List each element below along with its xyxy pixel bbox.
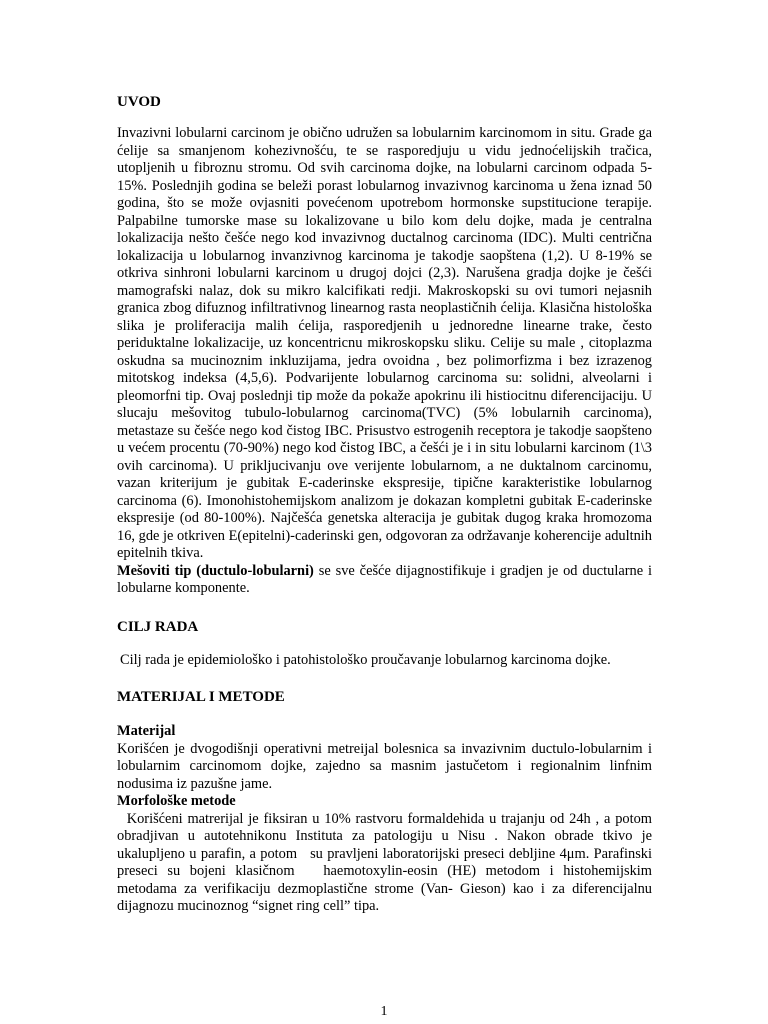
- heading-uvod: UVOD: [117, 94, 161, 110]
- paragraph-mixed-type: [117, 563, 652, 598]
- paragraph-cilj-rada: Cilj rada je epidemiološko i patohistološko proučavanje lobularnog karcinoma dojke.: [120, 651, 611, 668]
- paragraph-materijal: Korišćen je dvogodišnji operativni metreijal bolesnica sa invazivnim ductulo-lobularnim i lobularnim carcinomom dojke, zajedno sa masnim jastučetom i regionalnim linfnim nodusima iz pazušne jame.: [117, 740, 652, 792]
- subheading-morfoloske-metode: Morfološke metode: [117, 793, 236, 809]
- paragraph-uvod: Invazivni lobularni carcinom je obično udružen sa lobularnim karcinomom in situ. Grade ga ćelije sa smanjenom kohezivnošću, te se rasporedjuju u vidu jednoćelijskih tračica, utopljenih u fibroznu stromu. Od svih carcinoma dojke, na lobularni carcinom odpada 5-15%. Poslednjih godina se beleži porast lobularnog invazivnog karcinoma u žena iznad 50 godina, što se može ovjasniti povećenom upotrebom hormonske supstitucione terapije. Palpabilne tumorske mase su lokalizovane u bilo kom delu dojke, mada je centralna lokalizacija nešto češće nego kod invazivnog ductalnog carcinoma (IDC). Multi centrična lokalizacija u lobularnog invanzivnog karcinoma je takodje saopštena (1,2). U 8-19% se otkriva sinhroni lobularni karcinom u drugoj dojci (2,3). Narušena gradja dojke je češći mamografski nalaz, dok su mikro kalcifikati redji. Makroskopski su ovi tumori nejasnih granica zbog difuznog infiltrativnog linearnog rasta neoplastičnih ćelija. Klasična histološka slika je proliferacija malih ćelija, rasporedjenih u jednoredne linearne trake, često periduktalne lokalizacije, uz koncentricnu mikroskopsku sliku. Celije su male , citoplazma oskudna sa mucinoznim inkluzijama, jedra ovoidna , bez polimorfizma i bez izrazenog mitotskog indeksa (4,5,6). Podvarijente lobularnog carcinoma su: solidni, alveolarni i pleomorfni tip. Ovaj poslednji tip može da pokaže apokrinu ili histiocitnu diferencijaciju. U slucaju mešovitog tubulo-lobularnog carcinoma(TVC) (5% lobularnih carcinoma), metastaze su češće nego kod čistog IBC. Prisustvo estrogenih receptora je takodje saopšteno u većem procentu (70-90%) nego kod čistog IBC, a češći je i in situ lobularni karcinom (1\3 ovih carcinoma). U prikljucivanju ove verijente lobularnom, a ne duktalnom carcinomu, vazan kriterijum je gubitak E-caderinske ekspresije, tipične karakteristike lobularnog carcinoma (6). Imonohistohemijskom analizom je dokazan kompletni gubitak E-caderinske ekspresije (od 80-100%). Najčešća genetska alteracija je gubitak dugog kraka hromozoma 16, gde je otkriven E(epitelni)-caderinski gen, odgovoran za održavanje koherencije adultnih epitelnih tkiva.: [117, 125, 652, 561]
- page-number: 1: [380, 1004, 388, 1019]
- subheading-materijal: Materijal: [117, 723, 176, 739]
- mixed-type-term: Mešoviti tip (ductulo-lobularni): [117, 562, 314, 579]
- heading-cilj-rada: CILJ RADA: [117, 618, 199, 635]
- document-body: [117, 92, 656, 916]
- heading-materijal-i-metode: MATERIJAL I METODE: [117, 689, 285, 705]
- paragraph-morfoloske-metode: Korišćeni matrerijal je fiksiran u 10% rastvoru formaldehida u trajanju od 24h , a potom obradjivan u autotehnikonu Instituta za patologiju u Nisu . Nakon obrade tkivo je ukalupljeno u parafin, a potom su pravljeni laboratorijski preseci debljine 4μm. Parafinski preseci su bojeni klasičnom haemotoxylin-eosin (HE) metodom i histohemijskim metodama za verifikaciju dezmoplastične strome (Van- Gieson) kao i za diferencijalnu dijagnozu mucinoznog “signet ring cell” tipa.: [117, 810, 656, 914]
- mixed-type-text: se sve češće dijagnostifikuje i gradjen je od ductularne i lobularne komponente.: [117, 562, 653, 596]
